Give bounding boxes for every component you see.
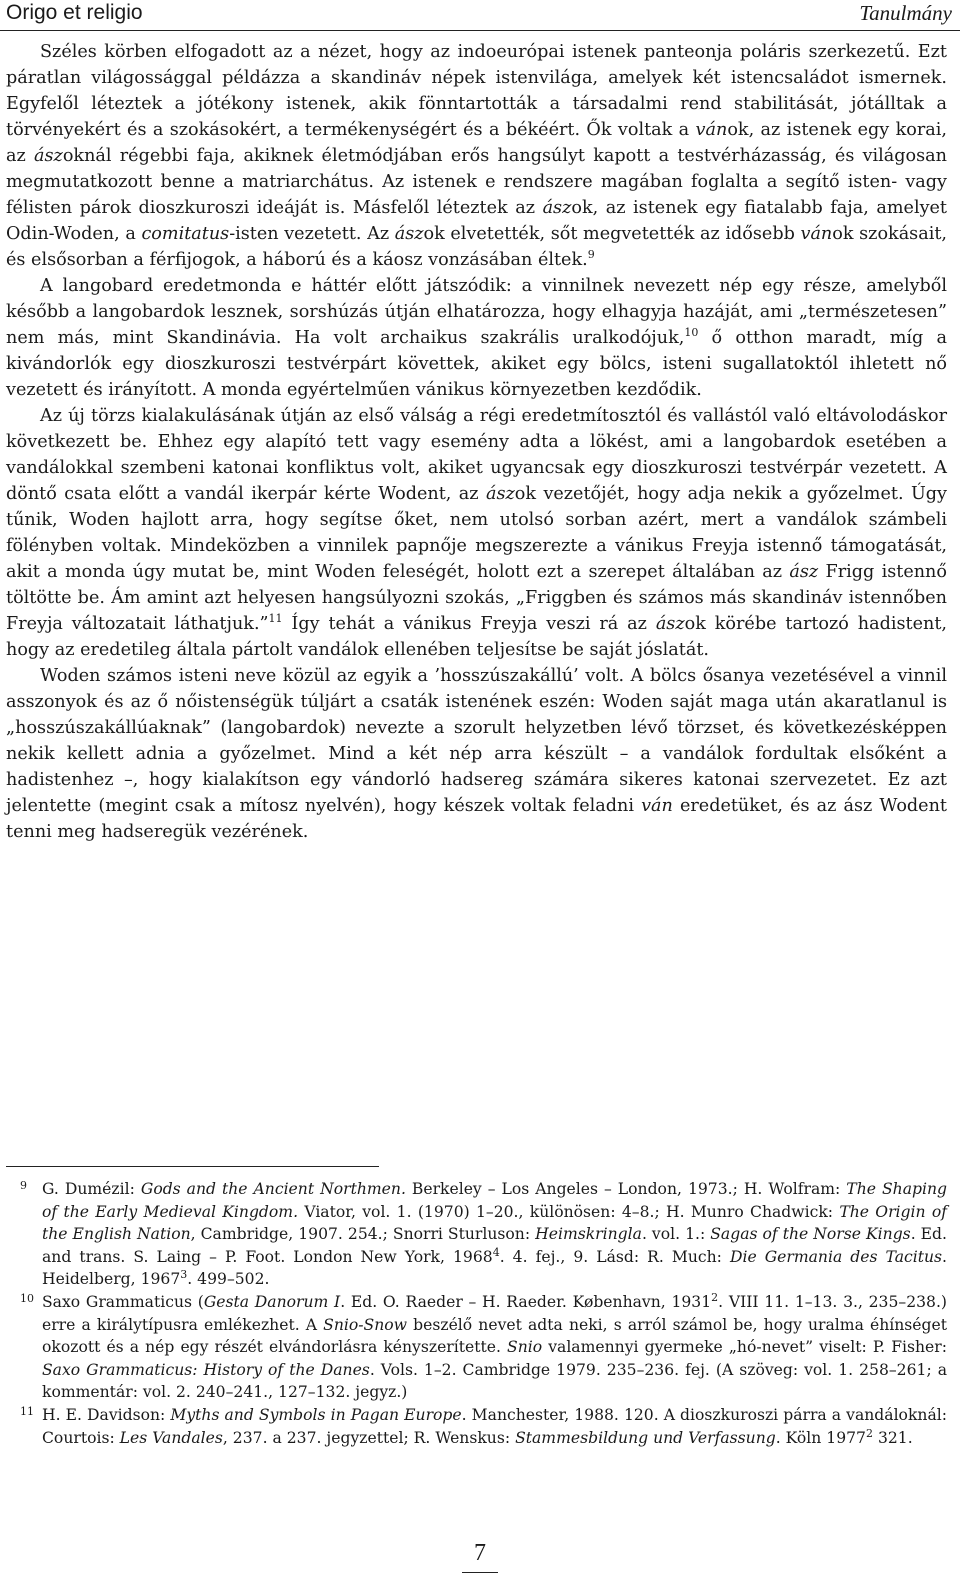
footnote-ref: 4 [492, 1245, 500, 1259]
footnote-ref: 3 [180, 1268, 188, 1282]
italic-text: The Origin of the English Nation [42, 1202, 947, 1244]
footnote-ref: 11 [268, 612, 283, 626]
text-run: ok, az istenek egy fiatalabb faja, amelyet Odin-Woden, a [6, 198, 947, 244]
text-run: Széles körben elfogadott az a nézet, hogy az indoeurópai istenek panteonja poláris szerkezetű. Ezt páratlan világossággal példázza a skandináv népek istenvilága, amelyek két istencsaládot ismernek. Egyfelől léteztek a jótékony istenek, akik fönntartották a társadalmi rend stabilitását, jótálltak a törvényekért és a szokásokért, a termékenységért és a békéért. Ők voltak a [6, 42, 947, 140]
text-run: valamennyi gyermeke „hó-nevet” viselt: P. Fisher: [542, 1338, 947, 1357]
footnote-number: 10 [20, 1291, 34, 1305]
italic-text: Heimskringla [535, 1225, 642, 1244]
text-run: Viator, vol. 1. (1970) 1–20., különösen: 4–8.; H. Munro Chadwick: [298, 1202, 840, 1221]
text-run: . Vols. 1–2. Cambridge 1979. 235–236. fej. (A szöveg: vol. 1. 258–261; a kommentár: vol. 2. 240–241., 127–132. jegyz.) [42, 1360, 947, 1402]
footnote-ref: 9 [587, 248, 595, 262]
page-number: 7 [474, 1540, 486, 1566]
italic-text: Die Germania des Tacitus [729, 1247, 943, 1266]
text-run: . VIII 11. 1–13. 3., 235–238.) erre a királytípusra emlékezhet. A [42, 1292, 948, 1334]
text-run: A langobard eredetmonda e háttér előtt játszódik: a vinnilnek nevezett nép egy része, amelyből később a langobardok lesznek, sorshúzás útján elhatározza, hogy elhagyja hazáját, ami „természetesen” nem más, mint Skandinávia. Ha volt archaikus szakrális uralkodójuk, [6, 276, 947, 348]
text-run: , 237. a 237. jegyzettel; R. Wenskus: [222, 1428, 516, 1447]
text-run: oknál régebbi faja, akiknek életmódjában erős hangsúlyt kapott a testvérházasság, és világosan megmutatkozott benne a matriarchátus. Az istenek e rendszere magában foglalta a segítő isten- vagy félisten párok dioszkuroszi ideáját is. Másfelől léteztek az [6, 146, 947, 218]
article-body [6, 39, 947, 845]
footnote-ref: 10 [684, 326, 699, 340]
text-run: ok körébe tartozó hadistent, hogy az eredetileg általa pártolt vandálok ellenében teljesítse be saját jóslatát. [6, 614, 947, 660]
text-run: Saxo Grammaticus ( [42, 1292, 204, 1311]
italic-text: ász [394, 224, 424, 244]
page-number-underline [462, 1572, 498, 1573]
italic-text: Gesta Danorum I [203, 1292, 341, 1311]
text-run: G. Dumézil: [42, 1180, 141, 1198]
text-run: . Manchester, 1988. 120. A dioszkuroszi párra a vandáloknál: Courtois: [42, 1405, 947, 1447]
text-run: beszélő nevet adta neki, s arról számol be, hogy uralma éhínséget okozott és a nép egy részét elvándorlásra kényszerítette. [42, 1315, 947, 1357]
italic-text: Snio [507, 1338, 543, 1357]
footnotes [6, 1178, 947, 1449]
italic-text: Snio-Snow [323, 1315, 408, 1334]
italic-text: Sagas of the Norse Kings [710, 1225, 911, 1244]
text-run: Berkeley – Los Angeles – London, 1973.; H. Wolfram: [405, 1180, 847, 1198]
italic-text: Stammesbildung und Verfassung [515, 1428, 776, 1447]
text-run: Woden számos isteni neve közül az egyik a ’hosszúszakállú’ volt. A bölcs ősanya vezetésével a vinnil asszonyok és az ő nőistenségük túljárt a csaták istenének eszén: Woden saját maga után akaratlanul is „hosszúszakállúaknak” (langobardok) nevezte a szorult helyzetben lévő törzset, és következésképpen nekik kellett adnia a győzelmet. Mind a két nép arra készült – a vandálok fordultak elsőként a hadistenhez –, hogy kialakítson egy vándorló hadsereg számára sikeres katonai szervezetet. Ez azt jelentette (megint csak a mítosz nyelvén), hogy készek voltak feladni [6, 666, 947, 816]
italic-text: ván [695, 120, 728, 140]
italic-text: Myths and Symbols in Pagan Europe [170, 1405, 462, 1424]
text-run: Az új törzs kialakulásának útján az első válság a régi eredetmítosztól és vallástól való eltávolodáskor következett be. Ehhez egy alapító tett vagy esemény adta a lökést, ami a langobardok esetében a vandálokkal szembeni katonai konfliktus volt, akiket ugyancsak egy dioszkuroszi testvérpár vezetett. A döntő csata előtt a vandál ikerpár kérte Wodent, az [6, 406, 947, 504]
text-run: , Cambridge, 1907. 254.; Snorri Sturluson: [190, 1225, 536, 1244]
text-run: Így tehát a vánikus Freyja veszi rá az [282, 614, 656, 634]
journal-title: Origo et religio [6, 1, 143, 24]
italic-text: comitatus [141, 224, 230, 244]
italic-text: ván [641, 796, 673, 816]
text-run: . Köln 1977 [775, 1428, 866, 1447]
text-run: . 4. fej., 9. Lásd: R. Much: [499, 1247, 730, 1266]
text-run: . Ed. and trans. S. Laing – P. Foot. London New York, 1968 [42, 1225, 947, 1266]
text-run: . vol. 1.: [641, 1225, 711, 1244]
italic-text: Les Vandales [119, 1428, 223, 1447]
italic-text: ász [655, 614, 685, 634]
text-run: . Heidelberg, 1967 [42, 1247, 947, 1289]
text-run: eredetüket, és az ász Wodent tenni meg hadseregük vezérének. [6, 796, 947, 842]
footnote [6, 1404, 947, 1449]
footnote-ref: 2 [865, 1426, 873, 1440]
paragraph [6, 663, 947, 845]
italic-text: ász [542, 198, 572, 218]
footnote-number: 9 [20, 1179, 27, 1192]
footnote [6, 1291, 947, 1404]
text-run: . Ed. O. Raeder – H. Raeder. København, 1931 [340, 1292, 712, 1311]
footnote-number: 11 [20, 1404, 34, 1418]
footnote [6, 1178, 947, 1291]
italic-text: Saxo Grammaticus: History of the Danes [42, 1360, 370, 1379]
text-run: ok elvetették, sőt megvetették az idősebb [423, 224, 801, 244]
text-run: Frigg istennő töltötte be. Ám amint azt helyesen hangsúlyozni szokás, „Friggben és számos más skandináv istennőben Freyja változatait láthatjuk.” [6, 562, 947, 634]
text-run: -isten vezetett. Az [229, 224, 395, 244]
footnote-separator [6, 1166, 379, 1167]
text-run: ok, az istenek egy korai, az [6, 120, 947, 166]
text-run: ok szokásait, és elsősorban a férfijogok, a háború és a káosz vonzásában éltek. [6, 224, 947, 270]
text-run: ő otthon maradt, míg a kivándorlók egy dioszkuroszi testvérpárt követtek, akiket egy bölcs, isteni sugallatoktól ihletett nő vezetett és irányított. A monda egyértelműen vánikus környezetben kezdődik. [6, 328, 948, 400]
italic-text: ász [485, 484, 515, 504]
footnote-ref: 2 [711, 1290, 719, 1304]
text-run: 321. [872, 1428, 913, 1447]
section-label: Tanulmány [859, 1, 952, 25]
paragraph [6, 39, 947, 273]
paragraph [6, 273, 947, 403]
italic-text: ván [800, 224, 833, 244]
italic-text: The Shaping of the Early Medieval Kingdom. [42, 1180, 947, 1221]
italic-text: Gods and the Ancient Northmen. [140, 1180, 406, 1198]
italic-text: ász [789, 562, 819, 582]
text-run: H. E. Davidson: [42, 1405, 171, 1424]
italic-text: ász [34, 146, 63, 166]
paragraph [6, 403, 947, 663]
text-run: . 499–502. [187, 1270, 270, 1289]
text-run: ok vezetőjét, hogy adja nekik a győzelmet. Úgy tűnik, Woden hajlott arra, hogy segítse őket, nem utolsó sorban azért, mert a vandálok számbeli fölényben voltak. Mindeközben a vinnilek papnője megszerezte a vánikus Freyja istennő támogatását, akit a monda úgy mutat be, mint Woden feleségét, holott ezt a szerepet általában az [6, 484, 947, 582]
running-header [0, 0, 960, 31]
